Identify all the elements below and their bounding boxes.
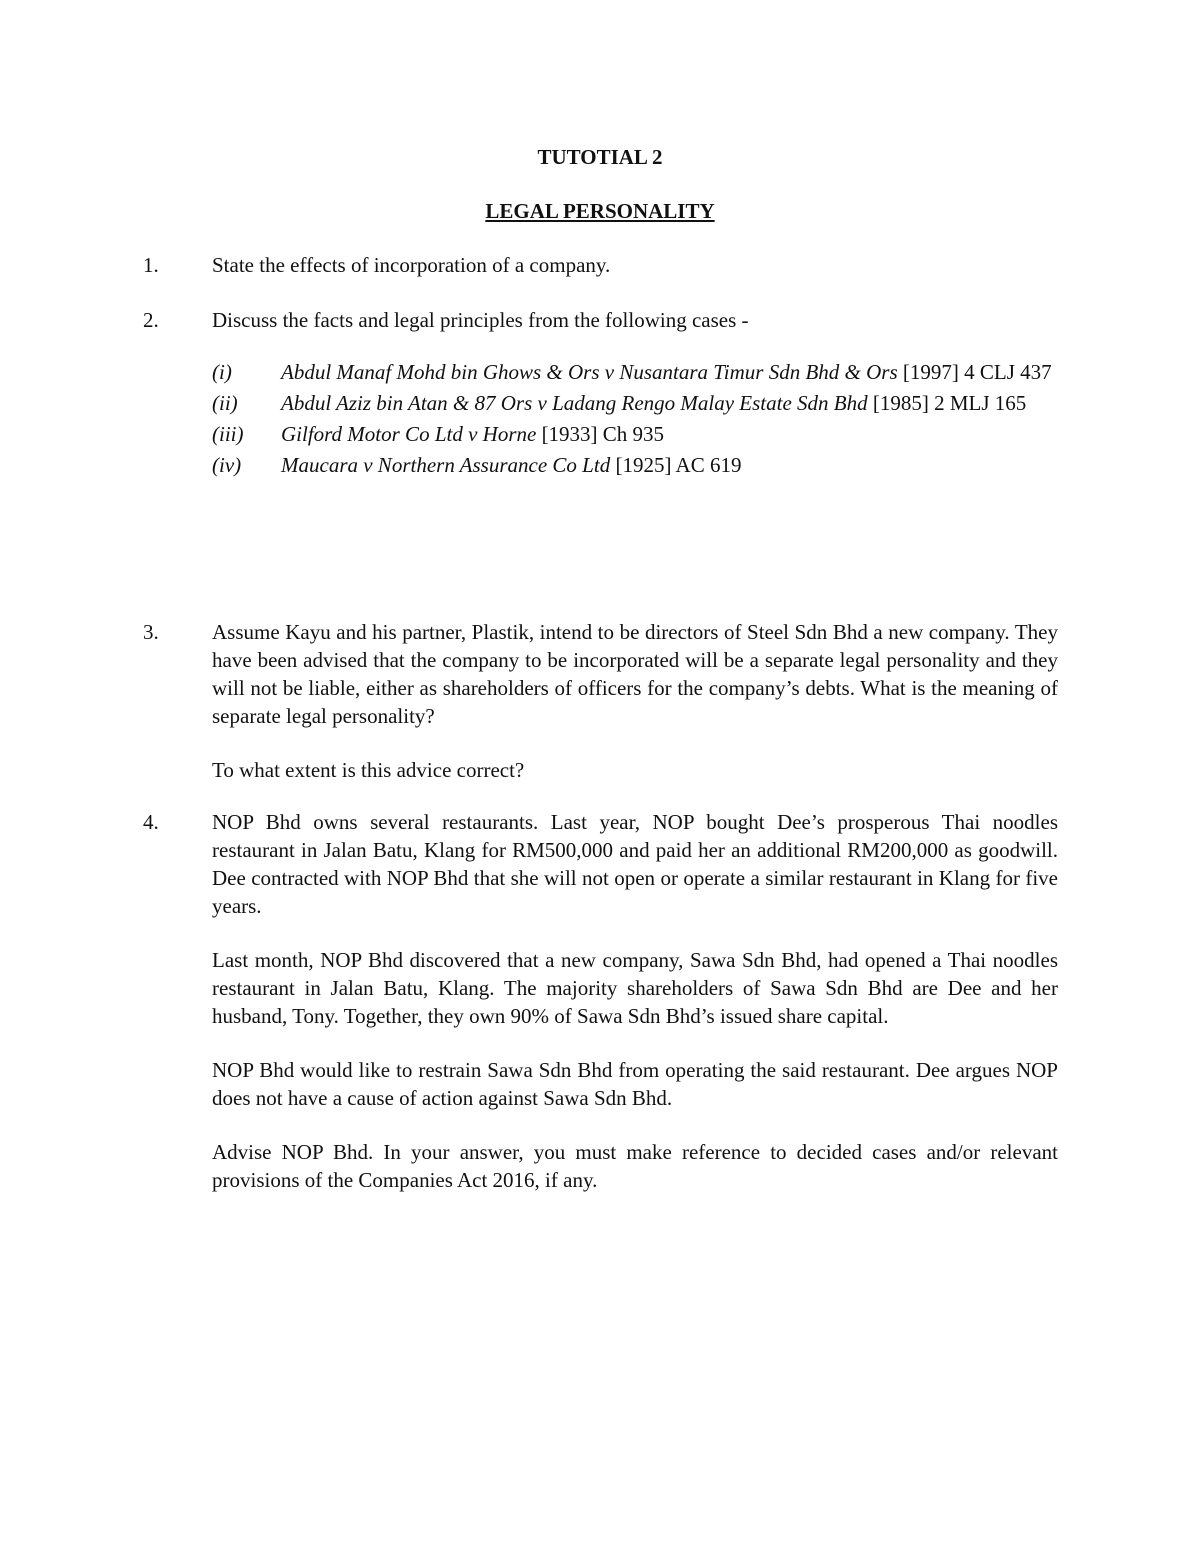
question-paragraph: NOP Bhd owns several restaurants. Last year, NOP bought Dee’s prosperous Thai noodles restaurant in Jalan Batu, Klang for RM500,000 and paid her an additional RM200,000 as goodwill. Dee contracted with NOP Bhd that she will not open or operate a similar restaurant in Klang for five years. (212, 810, 1058, 918)
question-text: Discuss the facts and legal principles from the following cases - (212, 308, 749, 332)
question-3 (143, 618, 1058, 784)
case-name: Gilford Motor Co Ltd v Horne (281, 422, 537, 446)
case-name: Abdul Aziz bin Atan & 87 Ors v Ladang Rengo Malay Estate Sdn Bhd (281, 391, 868, 415)
question-1 (143, 251, 1058, 279)
question-paragraph: Assume Kayu and his partner, Plastik, intend to be directors of Steel Sdn Bhd a new company. They have been advised that the company to be incorporated will be a separate legal personality and they will not be liable, either as shareholders of officers for the company’s debts. What is the meaning of separate legal personality? (212, 620, 1058, 728)
question-number: 3. (143, 620, 159, 644)
question-4 (143, 808, 1058, 1194)
case-citation: [1985] 2 MLJ 165 (867, 391, 1027, 415)
case-citation: [1997] 4 CLJ 437 (897, 360, 1052, 384)
case-list (212, 358, 1062, 482)
case-numeral: (iv) (212, 453, 242, 477)
case-item (212, 389, 1062, 417)
question-paragraph: Advise NOP Bhd. In your answer, you must make reference to decided cases and/or relevant provisions of the Companies Act 2016, if any. (212, 1140, 1058, 1192)
document-subtitle: LEGAL PERSONALITY (485, 199, 715, 223)
case-name: Abdul Manaf Mohd bin Ghows & Ors v Nusantara Timur Sdn Bhd & Ors (281, 360, 898, 384)
question-number: 1. (143, 253, 159, 277)
case-citation: [1925] AC 619 (610, 453, 742, 477)
question-number: 2. (143, 308, 159, 332)
case-item (212, 358, 1062, 386)
question-paragraph: To what extent is this advice correct? (212, 758, 525, 782)
case-item (212, 420, 1062, 448)
question-paragraph: Last month, NOP Bhd discovered that a new company, Sawa Sdn Bhd, had opened a Thai noodles restaurant in Jalan Batu, Klang. The majority shareholders of Sawa Sdn Bhd are Dee and her husband, Tony. Together, they own 90% of Sawa Sdn Bhd’s issued share capital. (212, 948, 1058, 1028)
question-text: State the effects of incorporation of a company. (212, 253, 611, 277)
case-numeral: (ii) (212, 391, 238, 415)
case-name: Maucara v Northern Assurance Co Ltd (281, 453, 611, 477)
case-citation: [1933] Ch 935 (536, 422, 665, 446)
question-paragraph: NOP Bhd would like to restrain Sawa Sdn Bhd from operating the said restaurant. Dee argues NOP does not have a cause of action against Sawa Sdn Bhd. (212, 1058, 1058, 1110)
case-numeral: (i) (212, 360, 232, 384)
document-title: TUTOTIAL 2 (537, 145, 663, 169)
case-item (212, 451, 1062, 479)
question-2 (143, 306, 1058, 334)
case-numeral: (iii) (212, 422, 244, 446)
question-number: 4. (143, 810, 159, 834)
